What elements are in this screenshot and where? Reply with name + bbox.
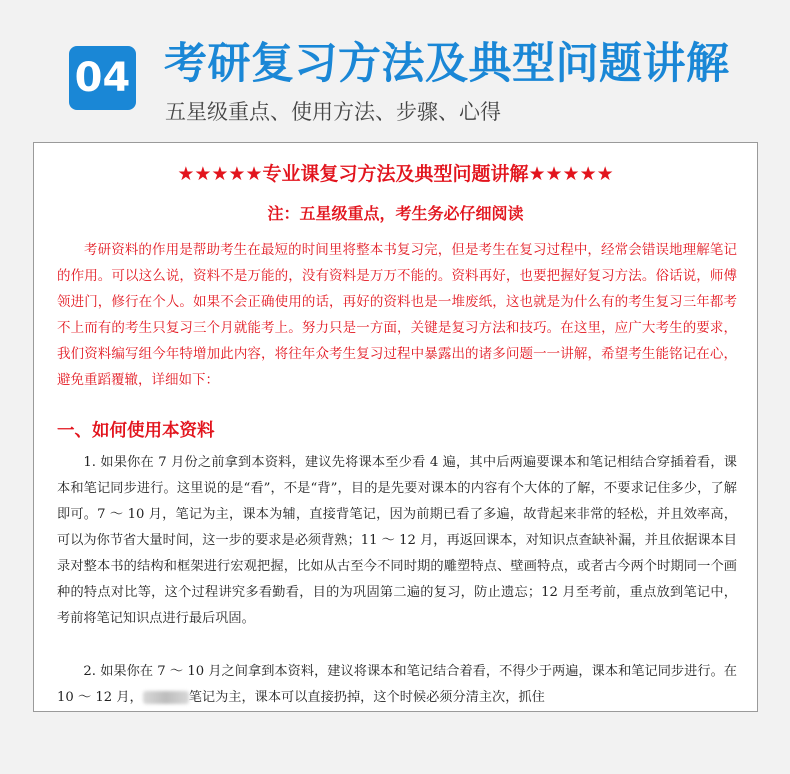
body-paragraph-1: 1. 如果你在 7 月份之前拿到本资料，建议先将课本至少看 4 遍，其中后两遍要课本和笔记相结合穿插着看，课本和笔记同步进行。这里说的是“看”，不是“背”，目的是先要对课本的内容有个大体的了解，不要求记住多少，了解即可。7 ～ 10 月，笔记为主，课本为辅，直接背笔记，因为前期已看了多遍，故背起来非常的轻松，并且效率高，可以为你节省大量时间，这一步的要求是必须背熟；11 ～ 12 月，再返回课本，对知识点查缺补漏，并且依据课本目录对整本书的结构和框架进行宏观把握，比如从古至今不同时期的雕塑特点、壁画特点，或者古今两个时期同一个画种的特点对比等，这个过程讲究多看勤看，目的为巩固第二遍的复习，防止遗忘；12 月至考前，重点放到笔记中，考前将笔记知识点进行最后巩固。 [57, 455, 737, 626]
page-subtitle: 五星级重点、使用方法、步骤、心得 [165, 100, 501, 124]
body-paragraph-2 [57, 659, 737, 711]
body-paragraph-2-part2: 笔记为主，课本可以直接扔掉，这个时候必须分清主次，抓住 [188, 690, 545, 705]
content-card [33, 142, 758, 712]
section-heading: 一、如何使用本资料 [57, 421, 215, 441]
intro-paragraph: 考研资料的作用是帮助考生在最短的时间里将整本书复习完，但是考生在复习过程中，经常会错误地理解笔记的作用。可以这么说，资料不是万能的，没有资料是万万不能的。资料再好，也要把握好复习方法。俗话说，师傅领进门，修行在个人。如果不会正确使用的话，再好的资料也是一堆废纸，这也就是为什么有的考生复习三年都考不上而有的考生只复习三个月就能考上。努力只是一方面，关键是复习方法和技巧。在这里，应广大考生的要求，我们资料编写组今年特增加此内容，将往年众考生复习过程中暴露出的诸多问题一一讲解，希望考生能铭记在心，避免重蹈覆辙，详细如下： [57, 242, 737, 388]
card-note: 注：五星级重点，考生务必仔细阅读 [267, 204, 524, 223]
card-title: ★★★★★专业课复习方法及典型问题讲解★★★★★ [177, 163, 614, 185]
header [0, 0, 790, 140]
body-paragraph-2-part1: 2. 如果你在 7 ～ 10 月之间拿到本资料，建议将课本和笔记结合着看，不得少于两遍，课本和笔记同步进行。在 10 ～ 12 月， [57, 664, 737, 705]
blurred-text-watermark [143, 691, 189, 704]
page-title: 考研复习方法及典型问题讲解 [164, 39, 730, 89]
section-number-badge: 04 [69, 46, 136, 110]
